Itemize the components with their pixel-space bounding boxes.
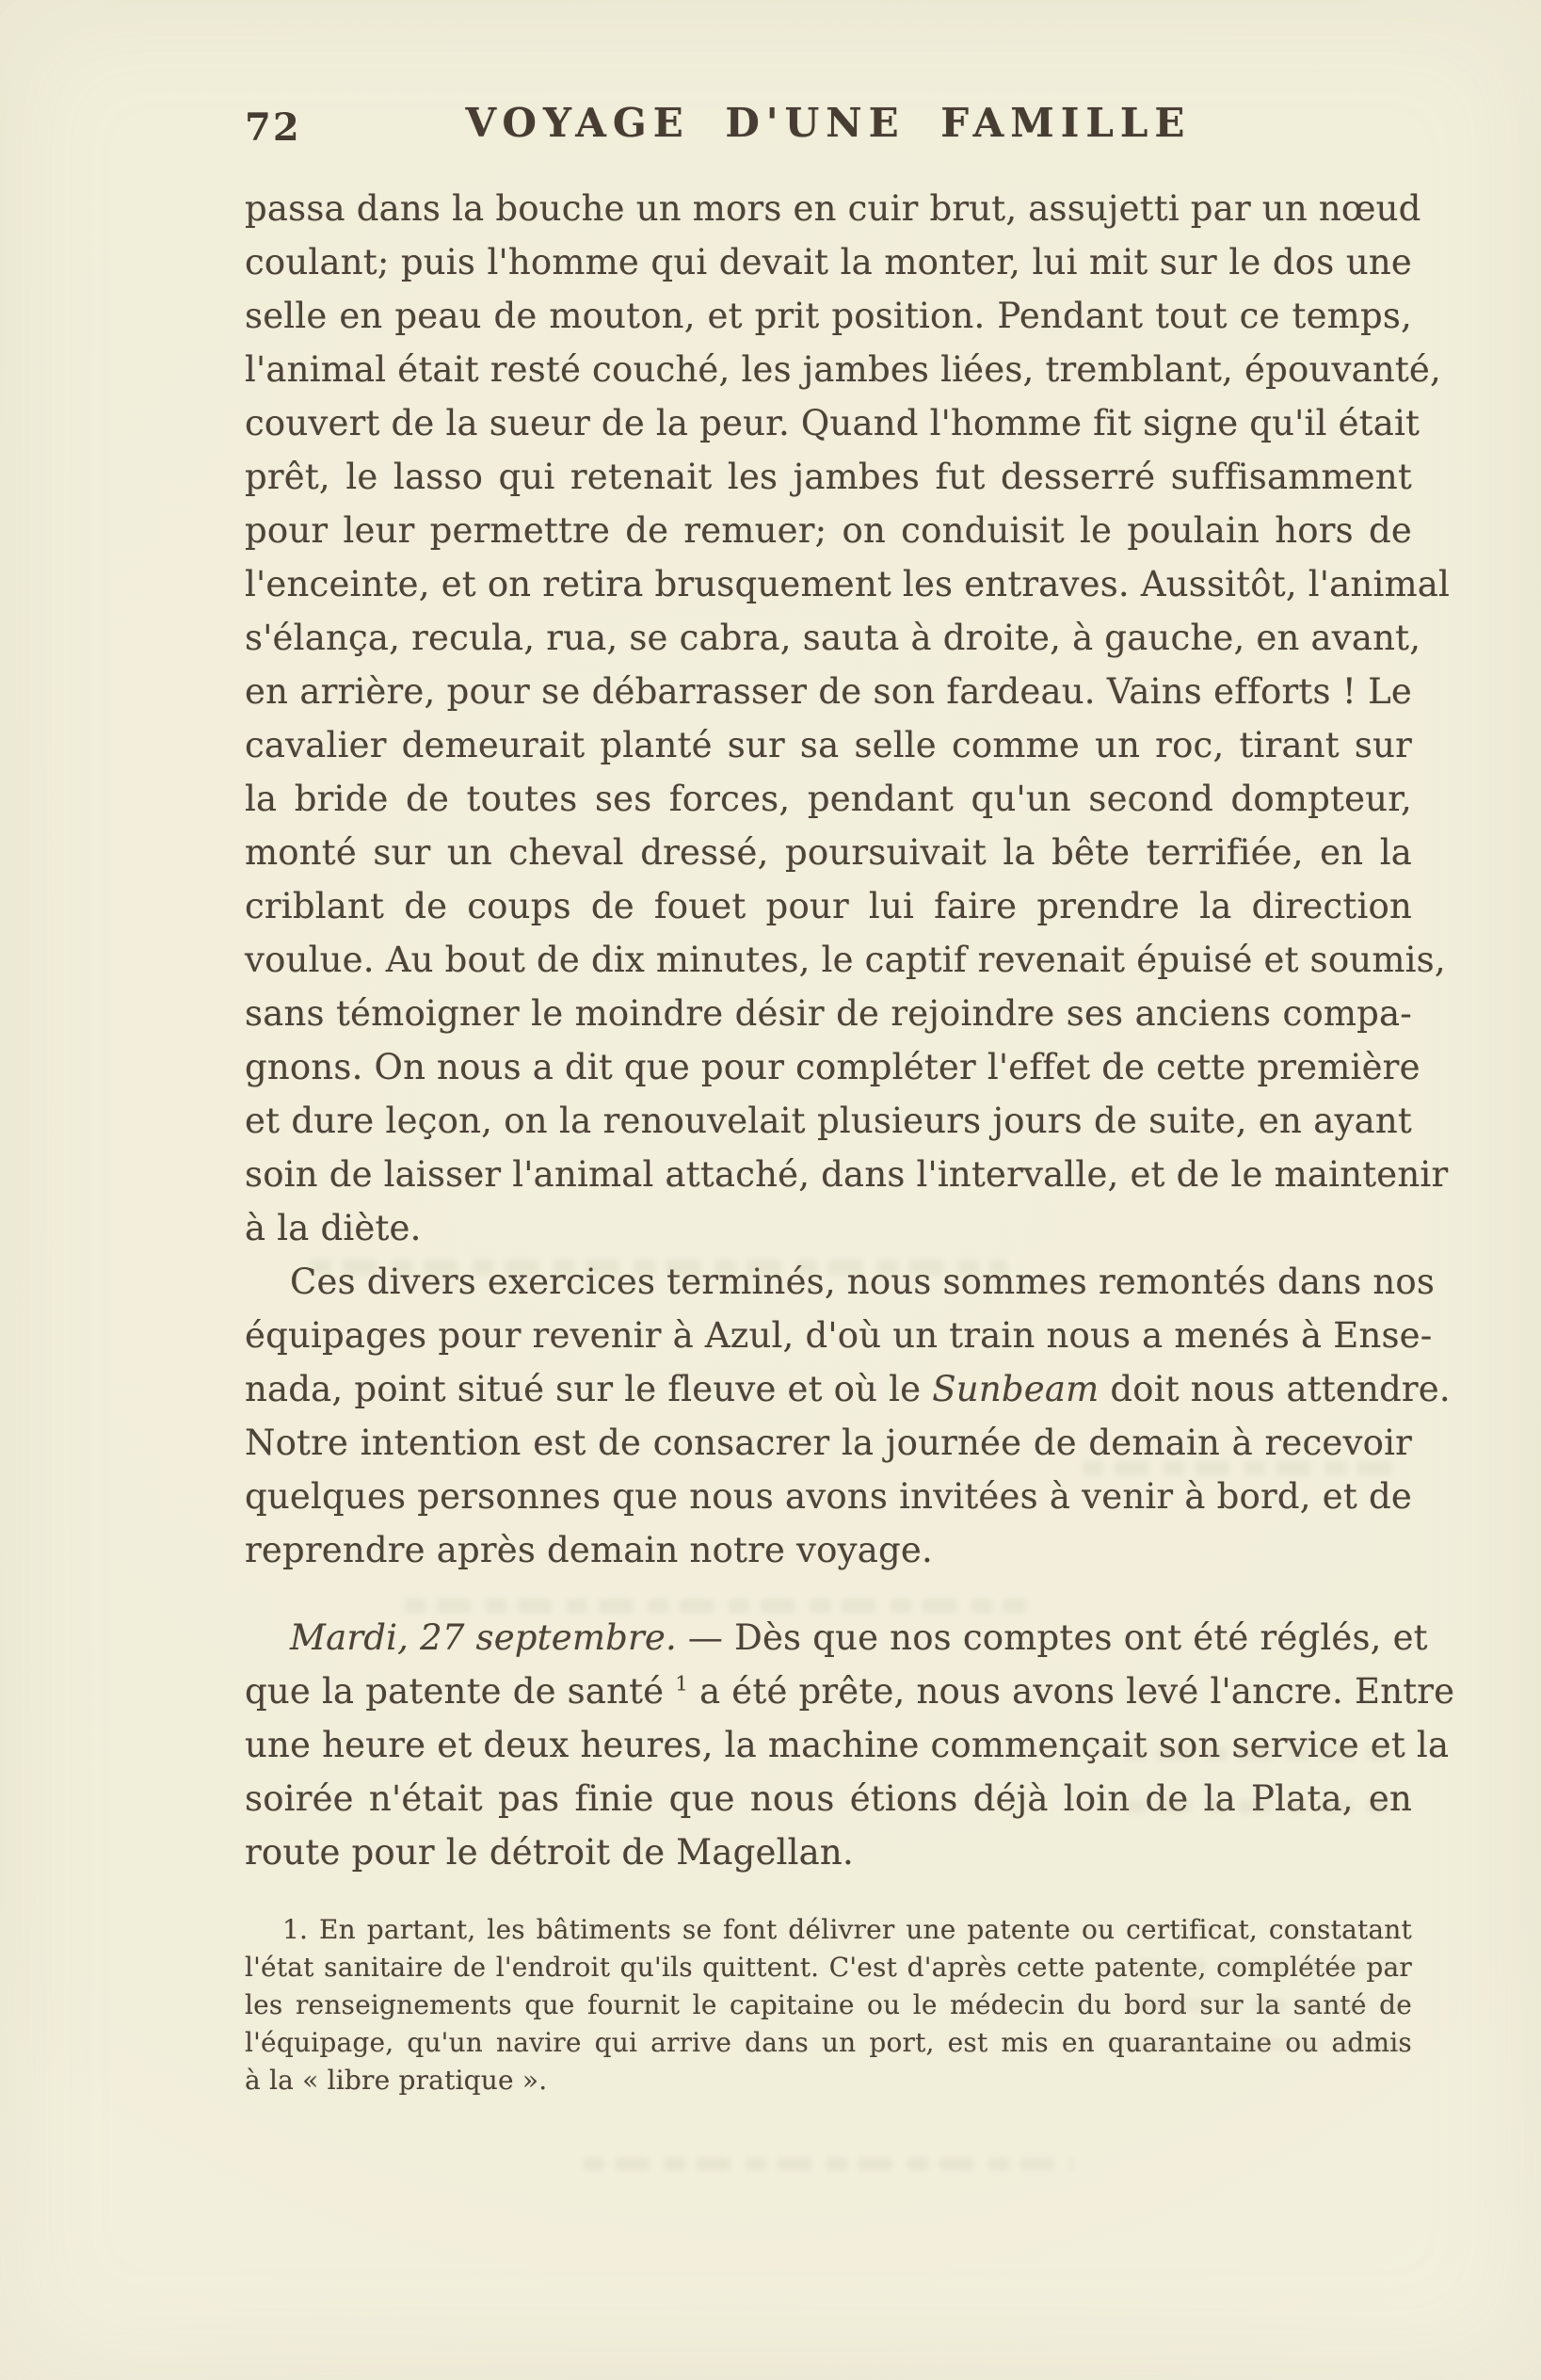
text-line: pour leur permettre de remuer; on conduisit le poulain hors de <box>245 510 1412 551</box>
text-line: gnons. On nous a dit que pour compléter l'effet de cette première <box>245 1047 1421 1087</box>
text-line: Ces divers exercices terminés, nous sommes remontés dans nos <box>290 1262 1436 1302</box>
text-line: et dure leçon, on la renouvelait plusieurs jours de suite, en ayant <box>245 1101 1412 1141</box>
text-line: l'animal était resté couché, les jambes liées, tremblant, épouvanté, <box>245 349 1441 390</box>
text-line: monté sur un cheval dressé, poursuivait la bête terrifiée, en la <box>245 832 1412 873</box>
bleed-through-artifact <box>584 2158 1073 2170</box>
text-line: la bride de toutes ses forces, pendant qu'un second dompteur, <box>245 779 1412 819</box>
page-number: 72 <box>245 105 301 150</box>
text-line: à la diète. <box>245 1208 422 1248</box>
text-line: nada, point situé sur le fleuve et où le Sunbeam doit nous attendre. <box>245 1369 1451 1409</box>
text-line: sans témoigner le moindre désir de rejoindre ses anciens compa- <box>245 993 1412 1034</box>
text-line: voulue. Au bout de dix minutes, le captif revenait épuisé et soumis, <box>245 940 1446 980</box>
text-line: passa dans la bouche un mors en cuir brut, assujetti par un nœud <box>245 188 1421 229</box>
paragraph <box>245 1611 1455 1879</box>
text-line: s'élança, recula, rua, se cabra, sauta à droite, à gauche, en avant, <box>245 618 1421 658</box>
text-line: Mardi, 27 septembre. — Dès que nos comptes ont été réglés, et <box>290 1617 1428 1658</box>
text-line: que la patente de santé $^1$ a été prête, nous avons levé l'ancre. Entre <box>245 1671 1455 1712</box>
italic-text: Mardi, 27 septembre. <box>290 1617 677 1658</box>
text-line: en arrière, pour se débarrasser de son fardeau. Vains efforts ! Le <box>245 671 1412 712</box>
text-line: l'enceinte, et on retira brusquement les entraves. Aussitôt, l'animal <box>245 564 1451 604</box>
text-line: reprendre après demain notre voyage. <box>245 1530 933 1570</box>
text-line: les renseignements que fournit le capitaine ou le médecin du bord sur la santé de <box>245 1989 1412 2020</box>
text-line: soin de laisser l'animal attaché, dans l'intervalle, et de le maintenir <box>245 1154 1449 1195</box>
running-head <box>245 100 1412 149</box>
text-line: quelques personnes que nous avons invitées à venir à bord, et de <box>245 1476 1412 1517</box>
text-line: cavalier demeurait planté sur sa selle comme un roc, tirant sur <box>245 725 1412 765</box>
italic-text: Sunbeam <box>932 1369 1100 1409</box>
text-line: l'équipage, qu'un navire qui arrive dans un port, est mis en quarantaine ou admis <box>245 2027 1412 2058</box>
text-line: coulant; puis l'homme qui devait la monter, lui mit sur le dos une <box>245 242 1412 282</box>
text-line: à la « libre pratique ». <box>245 2065 548 2096</box>
text-line: 1. En partant, les bâtiments se font délivrer une patente ou certificat, constatant <box>282 1914 1412 1945</box>
footnote <box>245 1911 1412 2099</box>
text-line: l'état sanitaire de l'endroit qu'ils quittent. C'est d'après cette patente, complétée par <box>245 1952 1412 1983</box>
text-line: criblant de coups de fouet pour lui faire prendre la direction <box>245 886 1412 926</box>
paragraph <box>245 1911 1412 2099</box>
running-title: VOYAGE D'UNE FAMILLE <box>465 100 1192 146</box>
text-line: équipages pour revenir à Azul, d'où un train nous a menés à Ense- <box>245 1315 1433 1356</box>
text-line: couvert de la sueur de la peur. Quand l'homme fit signe qu'il était <box>245 403 1421 443</box>
text-line: une heure et deux heures, la machine commençait son service et la <box>245 1725 1450 1765</box>
paragraph <box>245 1255 1451 1577</box>
text-line: route pour le détroit de Magellan. <box>245 1832 854 1873</box>
body-text <box>245 182 1455 1879</box>
paragraph <box>245 182 1451 1255</box>
text-line: prêt, le lasso qui retenait les jambes fut desserré suffisamment <box>245 457 1412 497</box>
text-line: Notre intention est de consacrer la journée de demain à recevoir <box>245 1423 1412 1463</box>
text-line: selle en peau de mouton, et prit position. Pendant tout ce temps, <box>245 296 1412 336</box>
text-line: soirée n'était pas finie que nous étions déjà loin de la Plata, en <box>245 1778 1412 1819</box>
footnote-marker: 1 <box>675 1672 689 1697</box>
